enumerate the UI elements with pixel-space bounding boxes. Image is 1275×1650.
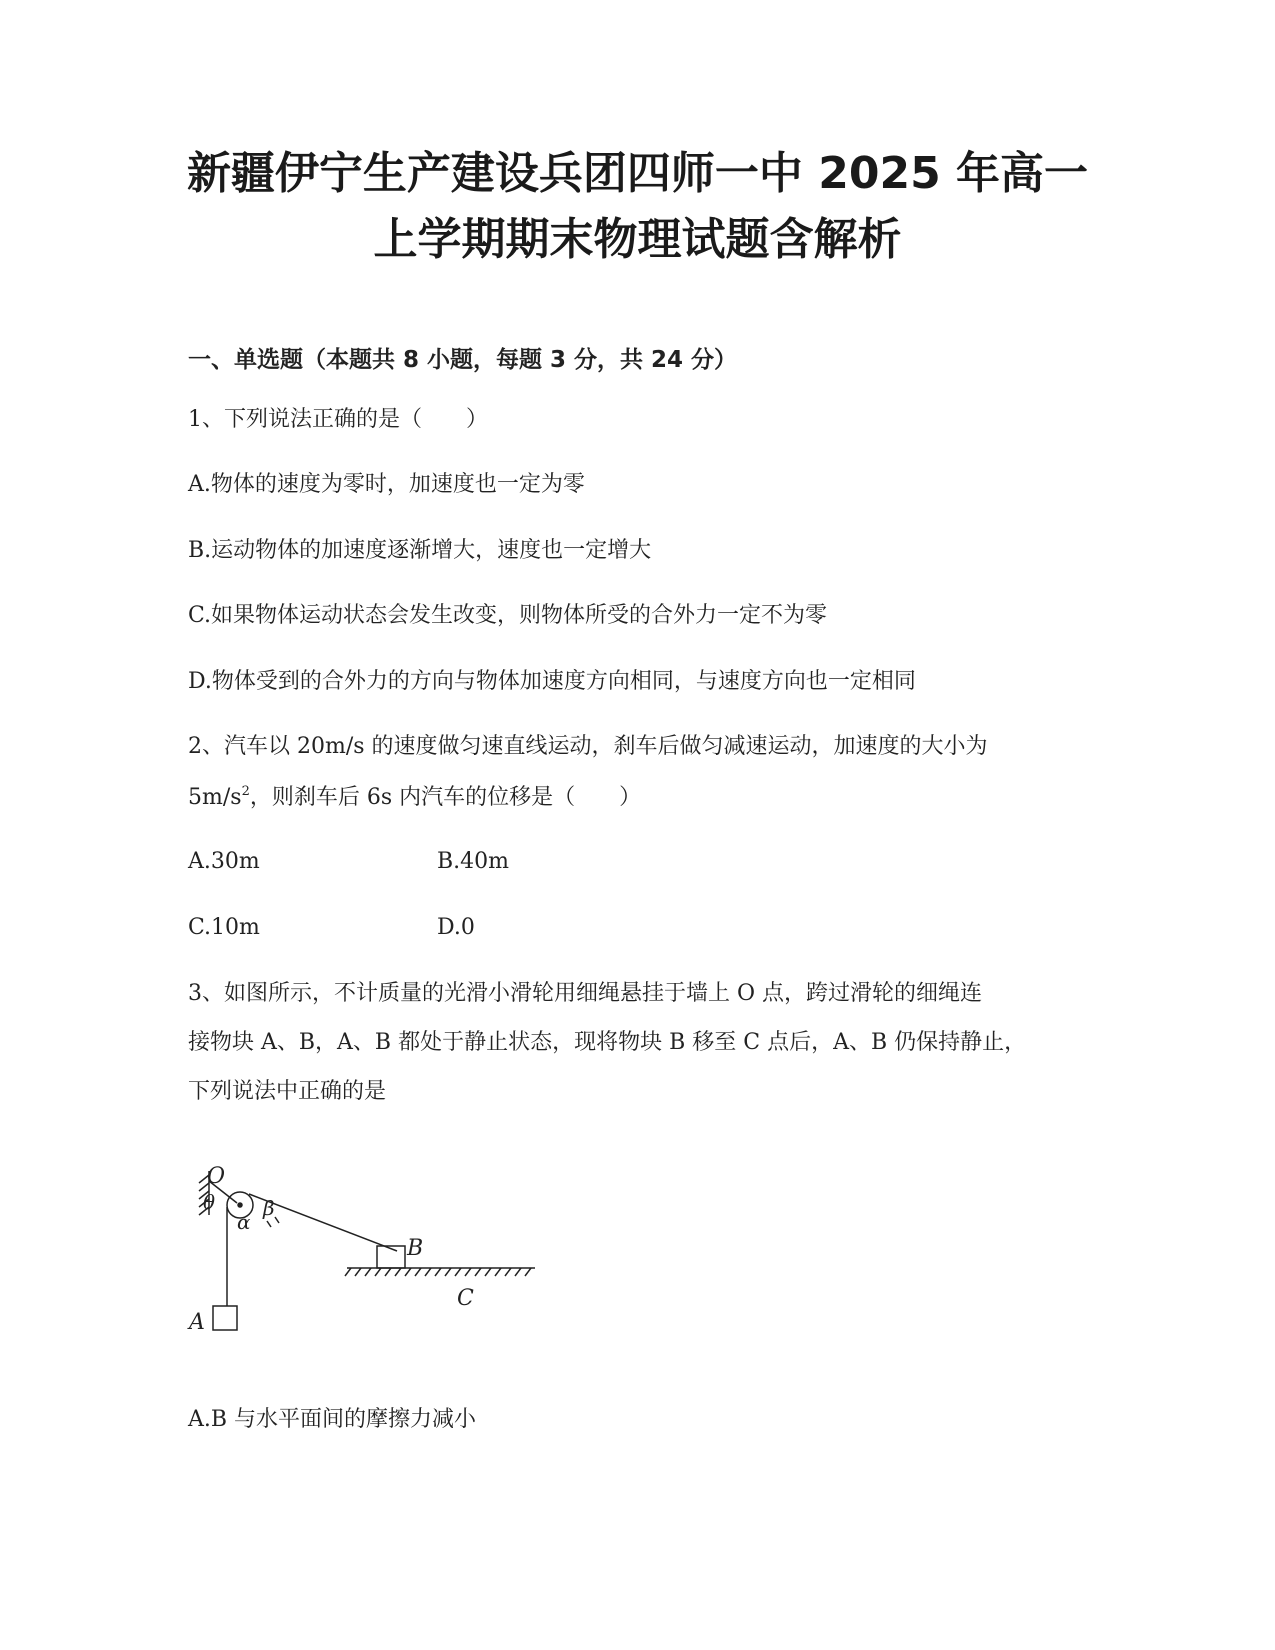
- q2-stem-tail: ，则刹车后 6s 内汽车的位移是（ ）: [249, 785, 642, 810]
- q2-stem-line-1: 2、汽车以 20m/s 的速度做匀速直线运动，刹车后做匀减速运动，加速度的大小为: [188, 734, 988, 759]
- q2-option-b: B.40m: [437, 849, 510, 874]
- document-title-line-1: 新疆伊宁生产建设兵团四师一中 2025 年高一: [186, 148, 1089, 199]
- pulley-axle: [238, 1203, 242, 1207]
- label-alpha: α: [237, 1210, 251, 1234]
- q3-stem-line-3: 下列说法中正确的是: [188, 1079, 387, 1104]
- q2-unit-text: 5m/s: [188, 785, 242, 810]
- q2-option-a: A.30m: [188, 849, 260, 874]
- q3-figure: [185, 1165, 585, 1390]
- q3-stem-line-2: 接物块 A、B，A、B 都处于静止状态，现将物块 B 移至 C 点后，A、B 仍保持静止，: [188, 1030, 1027, 1055]
- q3-stem-line-1: 3、如图所示，不计质量的光滑小滑轮用细绳悬挂于墙上 O 点，跨过滑轮的细绳连: [188, 981, 983, 1006]
- ground-hatching: [345, 1268, 531, 1276]
- label-c: C: [457, 1286, 474, 1311]
- label-a: A: [189, 1310, 205, 1335]
- label-theta: θ: [203, 1190, 216, 1214]
- q3-option-a: A.B 与水平面间的摩擦力减小: [188, 1407, 477, 1432]
- q1-option-a: A.物体的速度为零时，加速度也一定为零: [188, 472, 585, 497]
- q1-option-b: B.运动物体的加速度逐渐增大，速度也一定增大: [188, 538, 652, 563]
- label-o: O: [207, 1165, 226, 1189]
- q2-option-d: D.0: [437, 915, 475, 940]
- q1-stem: 1、下列说法正确的是（ ）: [188, 407, 488, 432]
- q1-option-c: C.如果物体运动状态会发生改变，则物体所受的合外力一定不为零: [188, 603, 828, 628]
- label-b: B: [407, 1236, 424, 1261]
- section-heading: 一、单选题（本题共 8 小题，每题 3 分，共 24 分）: [188, 347, 738, 373]
- q1-option-d: D.物体受到的合外力的方向与物体加速度方向相同，与速度方向也一定相同: [188, 669, 916, 694]
- document-title-line-2: 上学期期末物理试题含解析: [373, 214, 902, 265]
- q2-stem-line-2: [188, 785, 641, 809]
- label-beta: β: [263, 1196, 275, 1220]
- q2-exponent: 2: [241, 784, 250, 799]
- block-a: [213, 1306, 237, 1330]
- q2-option-c: C.10m: [188, 915, 260, 940]
